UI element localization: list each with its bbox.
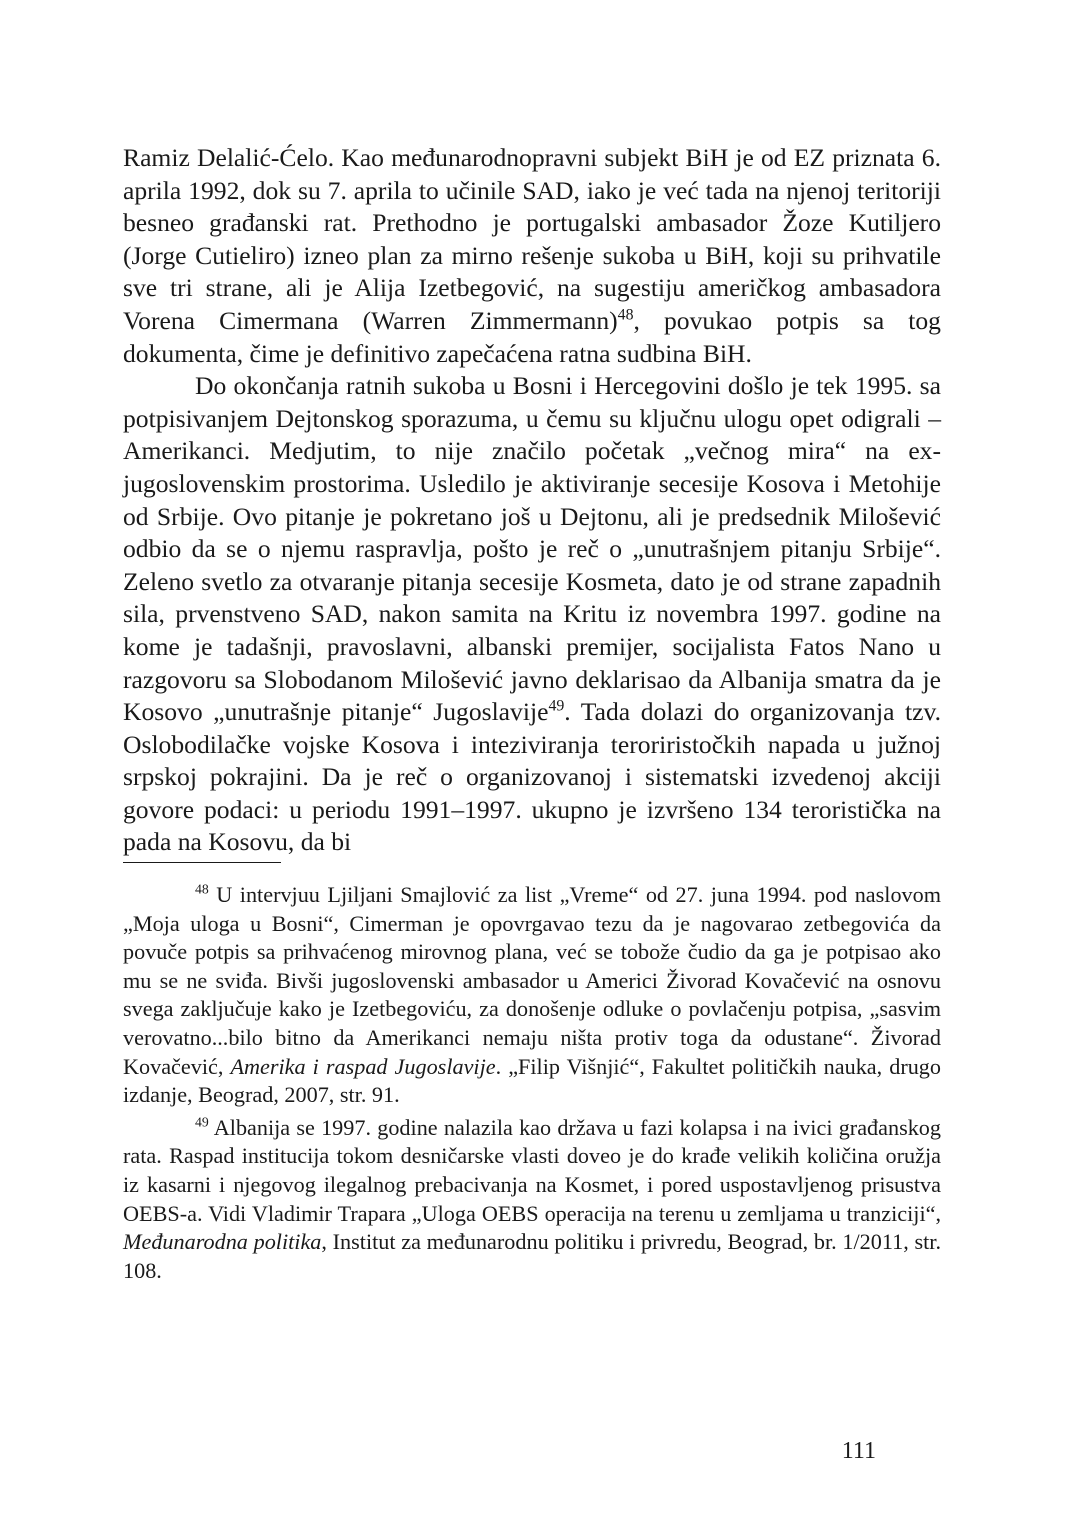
footnotes [123,881,941,1285]
paragraph-1-text-a: Ramiz Delalić-Ćelo. Kao međunarodnopravni subjekt BiH je od EZ priznata 6. aprila 1992, dok su 7. aprila to učinile SAD, iako je već tada na njenoj teritoriji besneo građanski rat. Prethodno je portugalski ambasador Žoze Kutiljero (Jorge Cutieliro) izneo plan za mirno rešenje sukoba u BiH, koji su prihvatile sve tri strane, ali je Alija Izetbegović, na sugestiju američkog ambasadora Vorena Cimermana (Warren Zimmermann) [123,143,941,335]
footnote-number-49: 49 [195,1114,209,1130]
footnote-48-text-b: . „Filip Višnjić“, Fakultet političkih nauka, drugo izdanje, Beograd, 2007, str. 91. [123,1053,941,1108]
body-paragraph-2 [123,370,941,859]
paragraph-2-text-b: . Tada dolazi do organizovanja tzv. Oslobodilačke vojske Kosova i inteziviranja teroriristočkih napada u južnoj srpskoj pokrajini. Da je reč o organizovanoj i sistematski izvedenoj akciji govore podaci: u periodu 1991–1997. ukupno je izvršeno 134 teroristička na pada na Kosovu, da bi [123,697,941,857]
footnote-49 [123,1114,941,1286]
body-paragraph-1 [123,142,941,370]
footnote-48-book-title: Amerika i raspad Jugoslavije [230,1053,496,1079]
page-number: 111 [841,1438,876,1464]
footnote-49-journal-title: Međunarodna politika [123,1229,322,1255]
footnote-48-text-a: U intervjuu Ljiljani Smajlović za list „Vreme“ od 27. juna 1994. pod naslovom „Moja uloga u Bosni“, Cimerman je opovrgavao tezu da je nagovarao zetbegovića da povuče potpis sa prihvaćenog mirovnog plana, već se tobože čudio da ga je potpisao ako mu se ne sviđa. Bivši jugoslovenski ambasador u Americi Živorad Kovačević na osnovu svega zaključuje kako je Izetbegoviću, za donošenje odluke o povlačenju potpisa, „sasvim verovatno...bilo bitno da Amerikanci nemaju ništa protiv toga da odustane“. Živorad Kovačević, [123,882,941,1079]
page-content [123,142,941,1289]
body-text [123,142,941,859]
footnote-ref-49[interactable]: 49 [548,697,565,715]
footnote-separator [123,862,281,863]
footnote-49-text-b: , Institut za međunarodnu politiku i privredu, Beograd, br. 1/2011, str. 108. [123,1229,941,1283]
footnote-48 [123,881,941,1110]
footnote-ref-48[interactable]: 48 [617,306,634,324]
footnote-49-text-a: Albanija se 1997. godine nalazila kao država u fazi kolapsa i na ivici građanskog rata. Raspad institucija tokom desničarske vlasti doveo je do krađe velikih količina oružja iz kasarni i njegovog ilegalnog prebacivanja na Kosmet, i pored uspostavljenog prisustva OEBS-a. Vidi Vladimir Trapara „Uloga OEBS operacija na terenu u zemljama u tranziciji“, [123,1114,941,1226]
paragraph-2-text-a: Do okončanja ratnih sukoba u Bosni i Hercegovini došlo je tek 1995. sa potpisivanjem Dejtonskog sporazuma, u čemu su ključnu ulogu opet odigrali – Amerikanci. Medjutim, to nije značilo početak „večnog mira“ na ex-jugoslovenskim prostorima. Usledilo je aktiviranje secesije Kosova i Metohije od Srbije. Ovo pitanje je pokretano još u Dejtonu, ali je predsednik Milošević odbio da se o njemu raspravlja, pošto je reč o „unutrašnjem pitanju Srbije“. Zeleno svetlo za otvaranje pitanja secesije Kosmeta, dato je od strane zapadnih sila, prvenstveno SAD, nakon samita na Kritu iz novembra 1997. godine na kome je tadašnji, pravoslavni, albanski premijer, socijalista Fatos Nano u razgovoru sa Slobodanom Milošević javno deklarisao da Albanija smatra da je Kosovo „unutrašnje pitanje“ Jugoslavije [123,371,941,727]
paragraph-1-text-b: , povukao potpis sa tog dokumenta, čime je definitivo zapečaćena ratna sudbina BiH. [123,305,941,368]
footnote-number-48: 48 [195,881,209,897]
